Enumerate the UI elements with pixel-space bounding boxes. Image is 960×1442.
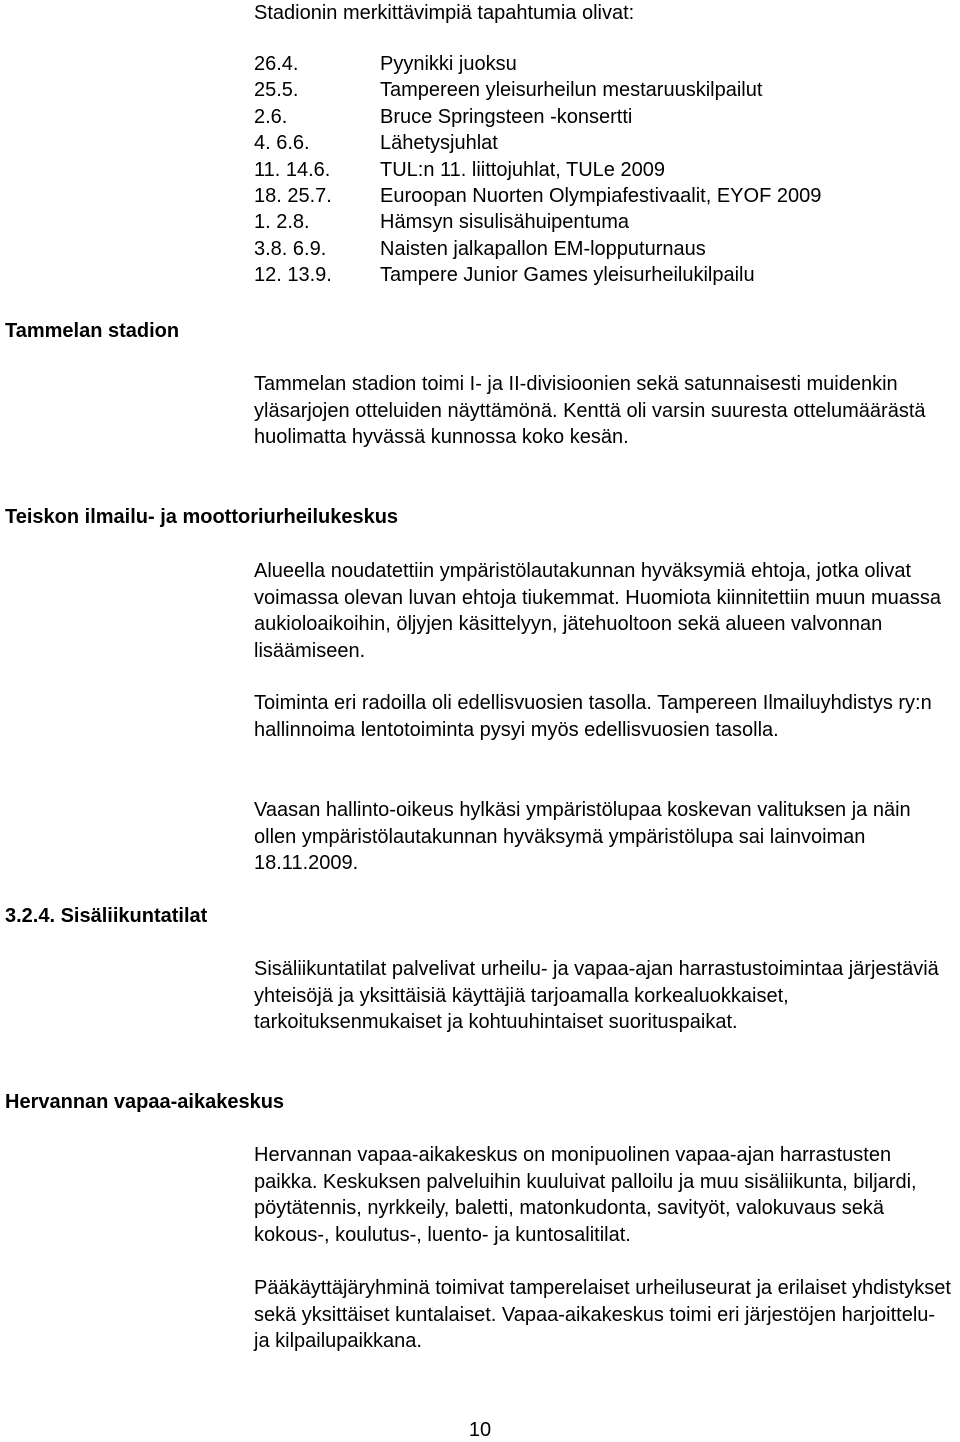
list-item — [254, 77, 821, 103]
events-intro: Stadionin merkittävimpiä tapahtumia olivat: — [254, 2, 635, 24]
event-name: Euroopan Nuorten Olympiafestivaalit, EYOF 2009 — [380, 184, 822, 207]
list-item — [254, 262, 821, 288]
event-name: Lähetysjuhlat — [380, 132, 498, 155]
teisko-paragraph-2: Toiminta eri radoilla oli edellisvuosien tasolla. Tampereen Ilmailuyhdistys ry:n hallinnoima lentotoiminta pysyi myös edellisvuosien tasolla. — [254, 692, 932, 741]
list-item — [254, 157, 821, 183]
event-name: Pyynikki juoksu — [380, 53, 517, 75]
teisko-heading: Teiskon ilmailu- ja moottoriurheilukeskus — [5, 506, 399, 528]
list-item — [254, 104, 821, 130]
sisaliikunta-heading: 3.2.4. Sisäliikuntatilat — [5, 905, 208, 927]
event-date: 1. 2.8. — [254, 211, 310, 234]
list-item — [254, 236, 821, 262]
event-date: 26.4. — [254, 53, 299, 75]
hervanta-heading: Hervannan vapaa-aikakeskus — [5, 1091, 285, 1113]
hervanta-paragraph-1: Hervannan vapaa-aikakeskus on monipuolinen vapaa-ajan harrastusten paikka. Keskuksen palveluihin kuuluivat palloilu ja muu sisäliikunta, biljardi, pöytätennis, nyrkkeily, baletti, matonkudonta, savityöt, valokuvaus sekä kokous-, koulutus-, luento- ja kuntosalitilat. — [254, 1144, 917, 1246]
page-number: 10 — [468, 1419, 492, 1441]
tammela-heading: Tammelan stadion — [5, 320, 180, 342]
event-date: 2.6. — [254, 105, 288, 128]
event-date: 3.8. 6.9. — [254, 237, 327, 260]
list-item — [254, 209, 821, 235]
teisko-paragraph-1: Alueella noudatettiin ympäristölautakunnan hyväksymiä ehtoja, jotka olivat voimassa olevan luvan ehtoja tiukemmat. Huomiota kiinnitettiin muun muassa aukioloaikoihin, öljyjen käsittelyyn, jätehuoltoon sekä alueen valvonnan lisäämiseen. — [254, 560, 942, 662]
event-name: TUL:n 11. liittojuhlat, TULe 2009 — [380, 158, 665, 181]
events-list — [254, 51, 821, 289]
hervanta-paragraph-2: Pääkäyttäjäryhminä toimivat tamperelaiset urheiluseurat ja erilaiset yhdistykset sekä yksittäiset kuntalaiset. Vapaa-aikakeskus toimi eri järjestöjen harjoittelu- ja kilpailupaikkana. — [254, 1277, 951, 1352]
event-name: Hämsyn sisulisähuipentuma — [380, 211, 630, 234]
event-date: 11. 14.6. — [254, 158, 331, 181]
event-date: 18. 25.7. — [254, 184, 332, 207]
event-name: Tampereen yleisurheilun mestaruuskilpailut — [380, 79, 763, 102]
list-item — [254, 51, 821, 77]
event-name: Tampere Junior Games yleisurheilukilpailu — [380, 264, 755, 287]
event-date: 4. 6.6. — [254, 132, 310, 155]
list-item — [254, 183, 821, 209]
teisko-paragraph-3: Vaasan hallinto-oikeus hylkäsi ympäristölupaa koskevan valituksen ja näin ollen ympäristölautakunnan hyväksymä ympäristölupa sai lainvoiman 18.11.2009. — [254, 799, 911, 874]
event-name: Bruce Springsteen -konsertti — [380, 105, 633, 128]
list-item — [254, 130, 821, 156]
tammela-paragraph: Tammelan stadion toimi I- ja II-divisioonien sekä satunnaisesti muidenkin yläsarjojen otteluiden näyttämönä. Kenttä oli varsin suuresta ottelumäärästä huolimatta hyvässä kunnossa koko kesän. — [254, 373, 926, 448]
event-date: 12. 13.9. — [254, 264, 332, 287]
sisaliikunta-paragraph: Sisäliikuntatilat palvelivat urheilu- ja vapaa-ajan harrastustoimintaa järjestäviä yhteisöjä ja yksittäisiä käyttäjiä tarjoamalla korkealuokkaiset, tarkoituksenmukaiset ja kohtuuhintaiset suorituspaikat. — [254, 958, 939, 1033]
event-name: Naisten jalkapallon EM-lopputurnaus — [380, 237, 706, 260]
event-date: 25.5. — [254, 79, 299, 102]
